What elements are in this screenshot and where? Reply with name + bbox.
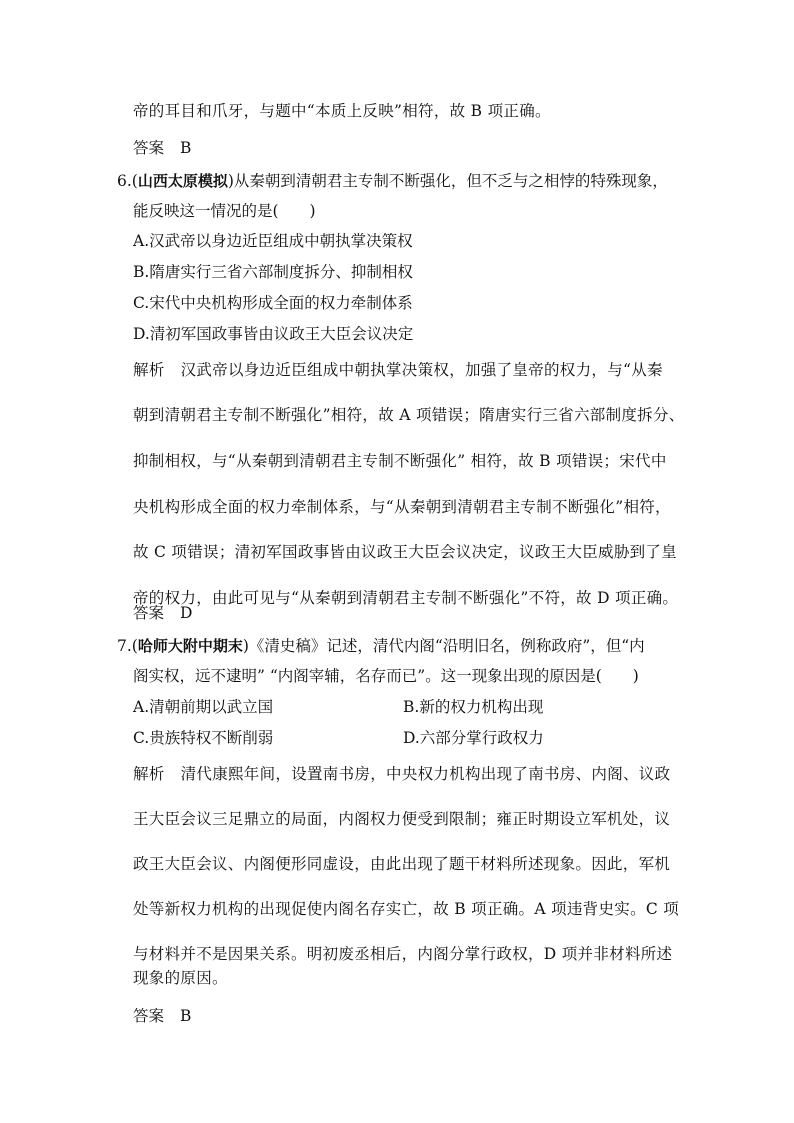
q7-analysis-line-6: 现象的原因。 <box>133 969 228 987</box>
q6-analysis-text-1: 汉武帝以身边近臣组成中朝执掌决策权，加强了皇帝的权力，与“从秦 <box>180 361 663 379</box>
q6-option-a: A.汉武帝以身边近臣组成中朝执掌决策权 <box>133 232 413 250</box>
q6-answer <box>133 603 192 623</box>
q6-analysis-line-4: 央机构形成全面的权力牵制体系，与“从秦朝到清朝君主专制不断强化”相符， <box>133 498 671 516</box>
q6-analysis-line-2: 朝到清朝君主专制不断强化”相符，故 A 项错误；隋唐实行三省六部制度拆分、 <box>133 406 685 424</box>
q7-option-c: C.贵族特权不断削弱 <box>133 729 274 747</box>
q7-analysis-line-3: 政王大臣会议、内阁便形同虚设，由此出现了题干材料所述现象。因此，军机 <box>133 855 671 873</box>
q6-source: 山西太原模拟 <box>137 172 228 190</box>
q6-stem-line-2: 能反映这一情况的是( ) <box>133 202 316 220</box>
q6-analysis-line-3: 抑制相权，与“从秦朝到清朝君主专制不断强化” 相符，故 B 项错误；宋代中 <box>133 452 667 470</box>
q6-option-c: C.宋代中央机构形成全面的权力牵制体系 <box>133 294 413 312</box>
analysis-label: 解析 <box>133 765 165 783</box>
q7-analysis-line-2: 王大臣会议三足鼎立的局面，内阁权力便受到限制；雍正时期设立军机处，议 <box>133 810 671 828</box>
q7-answer <box>133 1006 191 1026</box>
answer-value: B <box>180 1007 192 1025</box>
prev-analysis-continuation: 帝的耳目和爪牙，与题中“本质上反映”相符，故 B 项正确。 <box>133 102 551 120</box>
answer-value: D <box>180 604 193 622</box>
q7-analysis-text-1: 清代康熙年间，设置南书房，中央权力机构出现了南书房、内阁、议政 <box>180 765 671 783</box>
q6-analysis-line-1 <box>133 360 663 380</box>
q7-number: 7.( <box>117 637 138 655</box>
q7-analysis-line-5: 与材料并不是因果关系。明初废丞相后，内阁分掌行政权，D 项并非材料所述 <box>133 945 673 963</box>
q7-option-d: D.六部分掌行政权力 <box>403 729 544 747</box>
q6-option-d: D.清初军国政事皆由议政王大臣会议决定 <box>133 325 414 343</box>
q6-number: 6.( <box>117 172 138 190</box>
q7-stem-line-1 <box>117 636 645 656</box>
q6-analysis-line-5: 故 C 项错误；清初军国政事皆由议政王大臣会议决定，议政王大臣威胁到了皇 <box>133 543 678 561</box>
q7-analysis-line-1 <box>133 764 670 784</box>
analysis-label: 解析 <box>133 361 165 379</box>
answer-label: 答案 <box>133 604 165 622</box>
answer-value: B <box>180 139 192 157</box>
q7-source: 哈师大附中期末 <box>137 637 243 655</box>
q7-option-b: B.新的权力机构出现 <box>403 698 544 716</box>
q6-analysis-line-6: 帝的权力，由此可见与“从秦朝到清朝君主专制不断强化”不符，故 D 项正确。 <box>133 589 679 607</box>
q7-stem-line-2: 阁实权，远不逮明” “内阁宰辅，名存而已”。这一现象出现的原因是( ) <box>133 667 639 685</box>
q6-stem-text-1: )从秦朝到清朝君主专制不断强化，但不乏与之相悖的特殊现象， <box>227 172 668 190</box>
q6-stem-line-1 <box>117 171 668 191</box>
q7-stem-text-1: )《清史稿》记述，清代内阁“沿明旧名，例称政府”，但“内 <box>242 637 645 655</box>
answer-label: 答案 <box>133 1007 165 1025</box>
q7-option-a: A.清朝前期以武立国 <box>133 698 274 716</box>
q6-option-b: B.隋唐实行三省六部制度拆分、抑制相权 <box>133 263 413 281</box>
prev-answer <box>133 138 191 158</box>
answer-label: 答案 <box>133 139 165 157</box>
q7-analysis-line-4: 处等新权力机构的出现促使内阁名存实亡，故 B 项正确。A 项违背史实。C 项 <box>133 900 680 918</box>
